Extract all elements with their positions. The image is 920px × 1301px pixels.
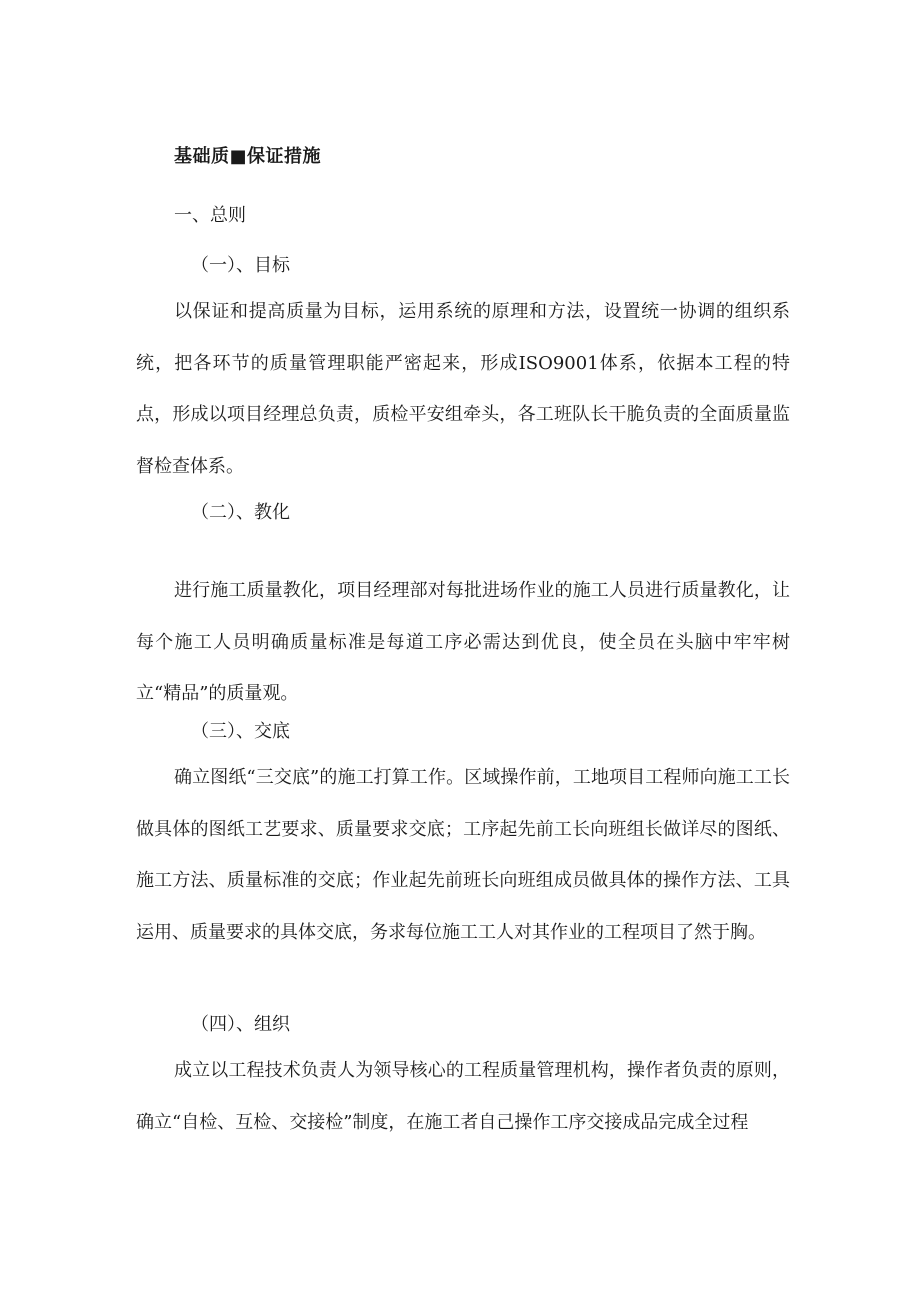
subsection-heading-education: （二）、教化	[191, 502, 290, 523]
paragraph-education: 进行施工质量教化，项目经理部对每批进场作业的施工人员进行质量教化，让每个施工人员明确质量标准是每道工序必需达到优良，使全员在头脑中牢牢树立“精品”的质量观。	[136, 580, 790, 704]
subsection-heading-goal: （一）、目标	[191, 255, 290, 276]
subsection-heading-organization: （四）、组织	[191, 1014, 290, 1035]
section-heading-general: 一、总则	[174, 205, 246, 226]
paragraph-goal: 以保证和提高质量为目标，运用系统的原理和方法，设置统一协调的组织系统，把各环节的质量管理职能严密起来，形成ISO9001体系，依据本工程的特点，形成以项目经理总负责，质检平安组牵头，各工班队长干脆负责的全面质量监督检查体系。	[136, 301, 790, 477]
paragraph-briefing: 确立图纸“三交底”的施工打算工作。区域操作前，工地项目工程师向施工工长做具体的图纸工艺要求、质量要求交底；工序起先前工长向班组长做详尽的图纸、施工方法、质量标准的交底；作业起先前班长向班组成员做具体的操作方法、工具运用、质量要求的具体交底，务求每位施工工人对其作业的工程项目了然于胸。	[136, 767, 790, 943]
paragraph-organization: 成立以工程技术负责人为领导核心的工程质量管理机构，操作者负责的原则，确立“自检、互检、交接检”制度，在施工者自己操作工序交接成品完成全过程	[136, 1060, 790, 1133]
document-title: 基础质■保证措施	[174, 146, 322, 167]
subsection-heading-briefing: （三）、交底	[191, 721, 290, 742]
